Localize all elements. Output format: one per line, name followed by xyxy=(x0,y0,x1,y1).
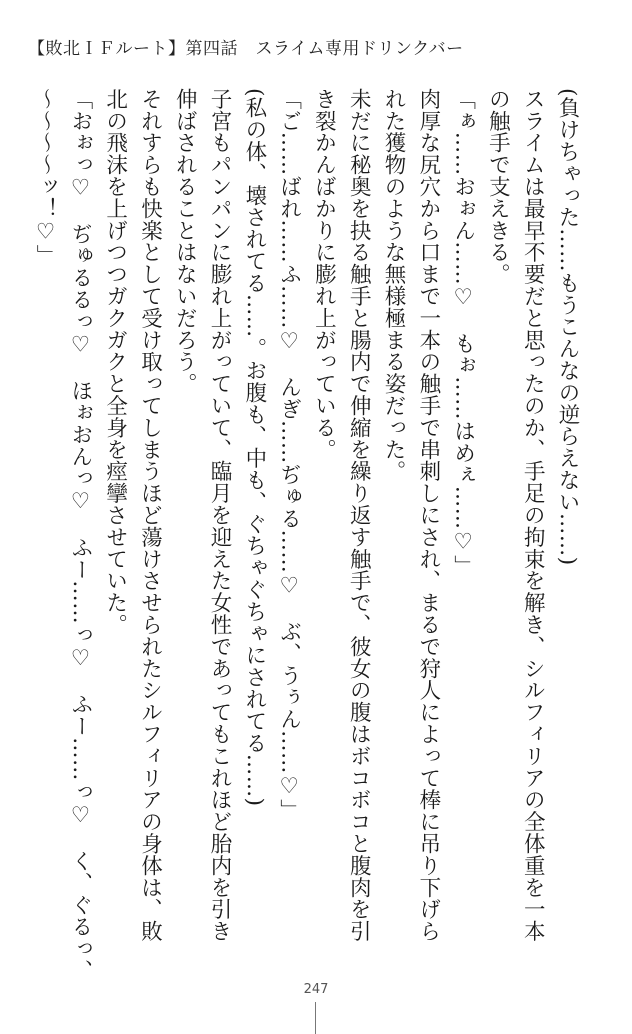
text-line: 北の飛沫を上げつつガクガクと全身を痙攣させていた。 xyxy=(102,88,128,636)
text-line: 肉厚な尻穴から口まで一本の触手で串刺しにされ、まるで狩人によって棒に吊り下げら xyxy=(415,88,441,943)
text-line: 〜〜〜〜ッ！♡」 xyxy=(33,88,59,267)
text-line: 「ぁ……おぉん……♡ もぉ……はめぇ……♡」 xyxy=(450,88,476,577)
text-line: 伸ばされることはないだろう。 xyxy=(172,88,198,395)
text-line: 未だに秘奥を抉る触手と腸内で伸縮を繰り返す触手で、彼女の腹はボコボコと腹肉を引 xyxy=(346,88,372,943)
text-line: スライムは最早不要だと思ったのか、手足の拘束を解き、シルフィリアの全体重を一本 xyxy=(520,88,546,943)
text-line: (私の体、壊されてる……。お腹も、中も、ぐちゃぐちゃにされてる……) xyxy=(241,88,267,807)
text-line: れた獲物のような無様極まる姿だった。 xyxy=(381,88,407,483)
page-number: 247 xyxy=(303,982,329,997)
page-number-rule xyxy=(315,1002,316,1034)
body-text xyxy=(27,88,584,982)
text-line: 子宮もパンパンに膨れ上がっていて、臨月を迎えた女性であってもこれほど胎内を引き xyxy=(207,88,233,943)
text-line: の触手で支えきる。 xyxy=(485,88,511,286)
text-line: 「おぉっ♡ ぢゅるるっ♡ ほぉおんっ♡ ふー……っ♡ ふー……っ♡ く、ぐるっ、 xyxy=(67,88,93,982)
running-header: 【敗北ＩＦルート】第四話 スライム専用ドリンクバー xyxy=(28,39,464,59)
text-line: 「ご……ばれ……ふ……♡ んぎ……ぢゅる……♡ ぶ、うぅん……♡」 xyxy=(276,88,302,822)
text-line: き裂かんばかりに膨れ上がっている。 xyxy=(311,88,337,461)
text-line: それすらも快楽として受け取ってしまうほど蕩けさせられたシルフィリアの身体は、敗 xyxy=(137,88,163,943)
text-line: (負けちゃった……もうこんなの逆らえない……) xyxy=(555,88,580,566)
